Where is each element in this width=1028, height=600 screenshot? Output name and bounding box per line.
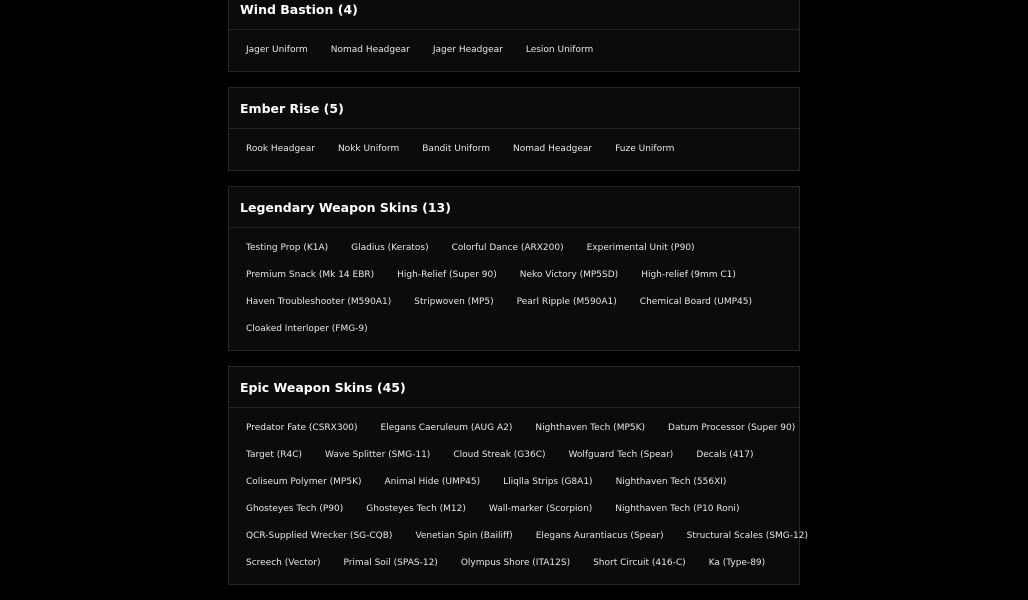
section-title: Epic Weapon Skins (45) (229, 367, 799, 408)
item-link[interactable]: Testing Prop (K1A) (246, 242, 329, 253)
section-legendary-weapon-skins (228, 186, 800, 351)
item-link[interactable]: Chemical Board (UMP45) (639, 296, 752, 307)
section-epic-weapon-skins (228, 366, 808, 585)
item-link[interactable]: Ghosteyes Tech (M12) (366, 503, 466, 514)
item-link[interactable]: Wave Splitter (SMG-11) (325, 449, 431, 460)
item-link[interactable]: Jager Uniform (246, 44, 308, 55)
item-link[interactable]: Experimental Unit (P90) (586, 242, 695, 253)
item-row (239, 234, 789, 261)
item-link[interactable]: Primal Soil (SPAS-12) (343, 557, 438, 568)
item-row (239, 36, 789, 63)
item-row (239, 549, 789, 576)
section-title: Wind Bastion (4) (229, 0, 799, 30)
item-link[interactable]: Animal Hide (UMP45) (384, 476, 481, 487)
item-link[interactable]: Jager Headgear (432, 44, 503, 55)
item-link[interactable]: Ka (Type-89) (708, 557, 766, 568)
item-link[interactable]: Nighthaven Tech (556XI) (615, 476, 727, 487)
item-link[interactable]: Target (R4C) (246, 449, 302, 460)
section-wind-bastion (228, 0, 800, 72)
item-link[interactable]: Premium Snack (Mk 14 EBR) (246, 269, 375, 280)
section-title: Ember Rise (5) (229, 88, 799, 129)
item-link[interactable]: Nokk Uniform (337, 143, 400, 154)
item-link[interactable]: Haven Troubleshooter (M590A1) (246, 296, 392, 307)
section-title: Legendary Weapon Skins (13) (229, 187, 799, 228)
item-link[interactable]: Cloaked Interloper (FMG-9) (246, 323, 368, 334)
item-row (239, 414, 796, 441)
item-row (239, 135, 789, 162)
item-link[interactable]: Gladius (Keratos) (351, 242, 429, 253)
section-items (229, 228, 799, 350)
item-row (239, 495, 789, 522)
item-link[interactable]: QCR-Supplied Wrecker (SG-CQB) (246, 530, 393, 541)
item-row (239, 315, 789, 342)
item-link[interactable]: Stripwoven (MP5) (414, 296, 494, 307)
item-link[interactable]: Fuze Uniform (615, 143, 675, 154)
section-ember-rise (228, 87, 800, 171)
item-link[interactable]: Structural Scales (SMG-12) (686, 530, 808, 541)
item-link[interactable]: Bandit Uniform (422, 143, 491, 154)
item-link[interactable]: Short Circuit (416-C) (593, 557, 686, 568)
item-link[interactable]: Pearl Ripple (M590A1) (516, 296, 617, 307)
item-link[interactable]: Venetian Spin (Bailiff) (415, 530, 513, 541)
item-link[interactable]: Ghosteyes Tech (P90) (246, 503, 344, 514)
item-link[interactable]: Nomad Headgear (513, 143, 593, 154)
item-link[interactable]: Colorful Dance (ARX200) (451, 242, 564, 253)
section-items (229, 129, 799, 170)
item-row (239, 288, 789, 315)
item-link[interactable]: Nighthaven Tech (MP5K) (535, 422, 646, 433)
item-link[interactable]: Decals (417) (696, 449, 754, 460)
item-link[interactable]: High-Relief (Super 90) (397, 269, 497, 280)
item-row (239, 441, 789, 468)
item-link[interactable]: Nomad Headgear (330, 44, 410, 55)
item-link[interactable]: Cloud Streak (G36C) (453, 449, 546, 460)
section-items (229, 30, 799, 71)
item-link[interactable]: Datum Processor (Super 90) (668, 422, 796, 433)
item-link[interactable]: Lesion Uniform (525, 44, 594, 55)
item-link[interactable]: Predator Fate (CSRX300) (246, 422, 358, 433)
item-link[interactable]: High-relief (9mm C1) (641, 269, 736, 280)
item-row (239, 468, 789, 495)
item-link[interactable]: Elegans Caeruleum (AUG A2) (380, 422, 513, 433)
item-row (239, 261, 789, 288)
item-link[interactable]: Nighthaven Tech (P10 Roni) (615, 503, 740, 514)
item-link[interactable]: Screech (Vector) (246, 557, 321, 568)
item-link[interactable]: Coliseum Polymer (MP5K) (246, 476, 362, 487)
collection-list (228, 0, 808, 600)
item-row (239, 522, 808, 549)
section-items (229, 408, 808, 584)
item-link[interactable]: Elegans Aurantiacus (Spear) (535, 530, 664, 541)
item-link[interactable]: Lliqlla Strips (G8A1) (503, 476, 593, 487)
item-link[interactable]: Neko Victory (MP5SD) (519, 269, 619, 280)
item-link[interactable]: Rook Headgear (246, 143, 315, 154)
item-link[interactable]: Olympus Shore (ITA12S) (460, 557, 571, 568)
item-link[interactable]: Wolfguard Tech (Spear) (568, 449, 674, 460)
item-link[interactable]: Wall-marker (Scorpion) (488, 503, 593, 514)
